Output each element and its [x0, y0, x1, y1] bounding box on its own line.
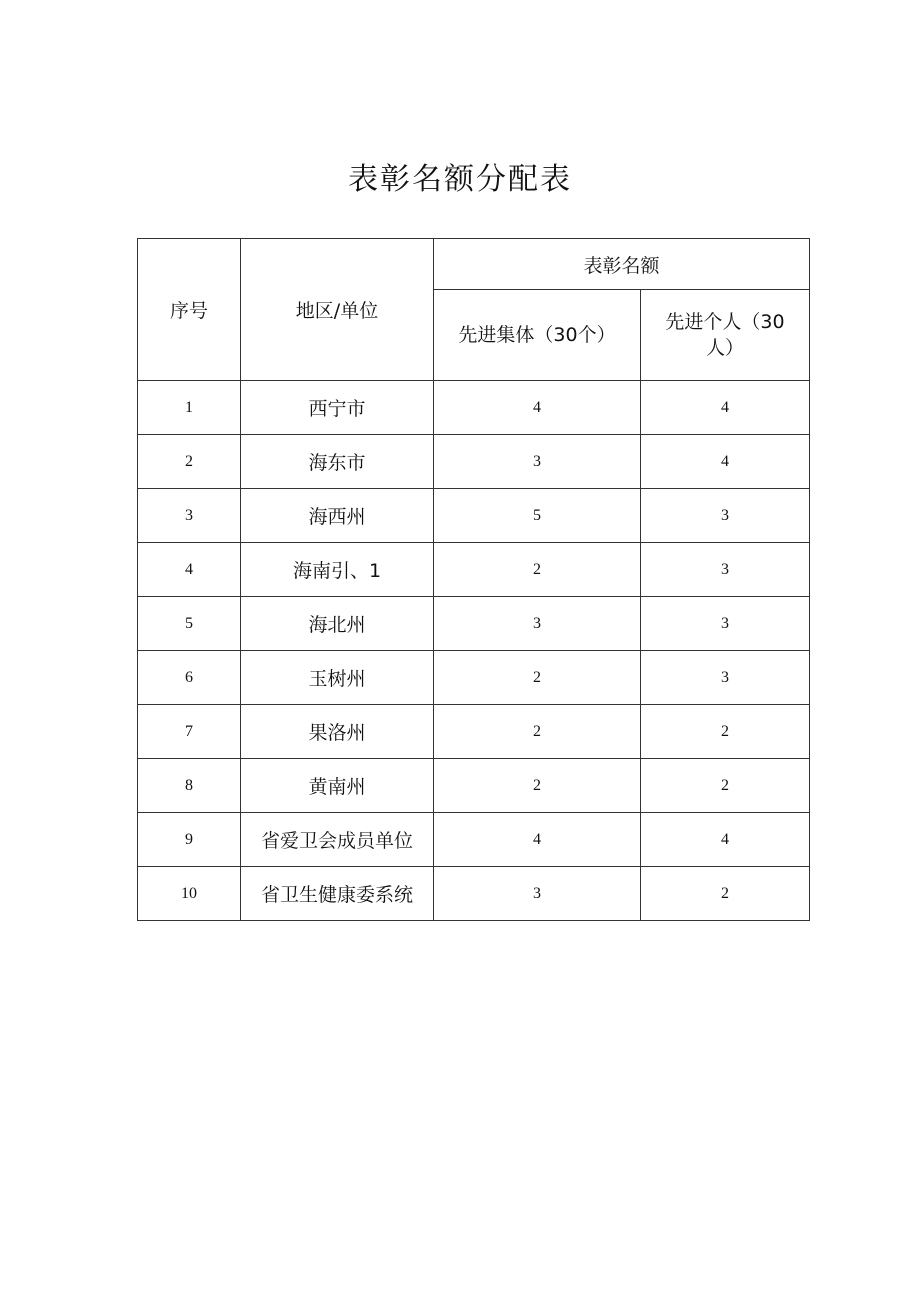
header-quota-group: 表彰名额	[434, 239, 810, 290]
table-body	[138, 381, 810, 921]
cell-individual: 2	[641, 867, 810, 921]
cell-collective: 5	[434, 489, 641, 543]
cell-unit: 海北州	[241, 597, 434, 651]
cell-seq: 7	[138, 705, 241, 759]
cell-unit: 省爱卫会成员单位	[241, 813, 434, 867]
header-seq: 序号	[138, 239, 241, 381]
cell-collective: 2	[434, 705, 641, 759]
cell-collective: 3	[434, 867, 641, 921]
cell-unit: 海南引、1	[241, 543, 434, 597]
cell-collective: 4	[434, 813, 641, 867]
cell-individual: 4	[641, 813, 810, 867]
cell-seq: 1	[138, 381, 241, 435]
cell-individual: 3	[641, 489, 810, 543]
cell-seq: 8	[138, 759, 241, 813]
cell-collective: 4	[434, 381, 641, 435]
header-collective: 先进集体（30个）	[434, 290, 641, 381]
cell-unit: 果洛州	[241, 705, 434, 759]
cell-collective: 2	[434, 543, 641, 597]
table-row	[138, 813, 810, 867]
cell-seq: 10	[138, 867, 241, 921]
table-row	[138, 867, 810, 921]
cell-seq: 9	[138, 813, 241, 867]
cell-individual: 3	[641, 651, 810, 705]
table-row	[138, 489, 810, 543]
cell-seq: 2	[138, 435, 241, 489]
cell-unit: 省卫生健康委系统	[241, 867, 434, 921]
cell-seq: 5	[138, 597, 241, 651]
cell-individual: 2	[641, 759, 810, 813]
document-title: 表彰名额分配表	[348, 162, 572, 197]
cell-collective: 2	[434, 651, 641, 705]
table-row	[138, 435, 810, 489]
table-row	[138, 705, 810, 759]
table-row	[138, 381, 810, 435]
table-row	[138, 597, 810, 651]
quota-allocation-table	[137, 238, 810, 921]
table-row	[138, 543, 810, 597]
table-header-row	[138, 239, 810, 290]
cell-individual: 4	[641, 381, 810, 435]
cell-collective: 3	[434, 435, 641, 489]
header-individual-line2: 人）	[706, 337, 745, 359]
cell-unit: 西宁市	[241, 381, 434, 435]
header-unit: 地区/单位	[241, 239, 434, 381]
cell-individual: 2	[641, 705, 810, 759]
cell-seq: 4	[138, 543, 241, 597]
cell-collective: 3	[434, 597, 641, 651]
cell-unit: 黄南州	[241, 759, 434, 813]
cell-individual: 3	[641, 543, 810, 597]
cell-unit: 玉树州	[241, 651, 434, 705]
cell-individual: 4	[641, 435, 810, 489]
header-individual	[641, 290, 810, 381]
header-individual-line1: 先进个人（30	[665, 311, 785, 333]
cell-seq: 6	[138, 651, 241, 705]
table-row	[138, 759, 810, 813]
cell-collective: 2	[434, 759, 641, 813]
cell-seq: 3	[138, 489, 241, 543]
table-row	[138, 651, 810, 705]
cell-individual: 3	[641, 597, 810, 651]
cell-unit: 海东市	[241, 435, 434, 489]
cell-unit: 海西州	[241, 489, 434, 543]
